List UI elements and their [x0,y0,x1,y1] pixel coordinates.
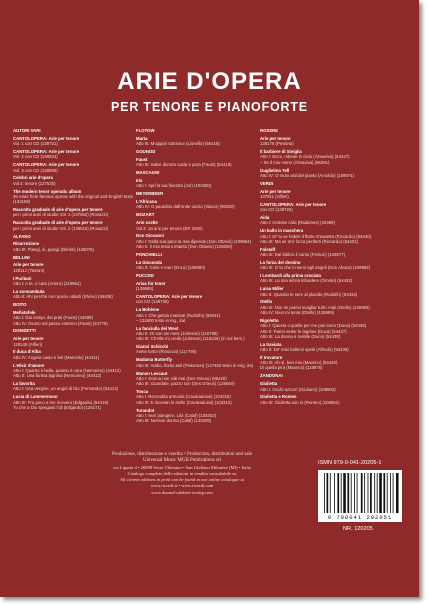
entry-detail: Atto II: Quando le sere al placido (Rodolfo) (54434) [260,291,358,297]
entry-detail: Atto I: Una vergine, un angel di Dio (Fernando) (54413) [13,386,119,392]
entry-heading: Don Giovanni [136,233,164,239]
entry-detail: (139585) [136,286,154,292]
entry-heading: Arias for tenor [136,280,166,286]
catalogue-entry [136,170,256,175]
entry-heading: Arie scelte [136,220,158,226]
entry-detail: Atto I: Non piangere, Liù! (Calaf) (120202) Atto III: Nessun dorma (Calaf) (120205) [136,412,217,424]
barcode-bar [327,473,329,513]
catalogue-entry [136,128,256,133]
credits-line: Produzione, distribuzione e vendita • Production, distribution and sale [111,452,253,457]
entry-heading: Giulietta e Romeo [260,394,297,400]
entry-detail: Atto III: Dal labbro il canto (Fenton) (125877) [260,251,346,257]
catalogue-entry [136,307,256,323]
credits-line: Catalogo completo delle edizioni in vendita consultabile su [127,470,237,476]
entry-detail: Atto I: Celeste Aida (Radames) (42489) [260,220,335,226]
catalogue-entry [136,252,256,257]
entry-detail: Atto I: Dalla sua pace la mia dipende (Don Ottavio) (109664) Atto II: Il mio tesoro intanto (Don Ottavio) (126000) [136,238,252,249]
entry-heading: PUCCINI [136,272,154,278]
entry-heading: CANTOLOPERA: Arie per tenore [13,162,80,168]
catalogue-entry [136,220,256,231]
catalogue-entry [260,373,400,378]
entry-detail: Atto I: Recondita armonia (Cavaradossi) (103315) Atto III: E lucevan le stelle (Cavaradossi) (103315) [136,394,232,405]
catalogue-entry [260,355,400,371]
catalogue-entry [136,260,256,271]
entry-heading: BOITO [13,302,27,308]
catalogue-entry [13,207,133,218]
entry-heading: I Lombardi alla prima crociata [260,273,321,279]
entry-heading: CANTOLOPERA: Arie per tenore [13,149,80,155]
entry-detail: Atto III: M'appari tutt'amor (Lionello) (55418) [136,141,220,147]
entry-heading: La favorita [13,381,35,387]
catalogue-entry [13,241,133,252]
entry-detail: Atto III: O tu che in seno agli angeli (Don Alvaro) (109982) [260,265,371,271]
entry-detail: 137811 (Alfieri) [260,193,289,199]
catalogue-entry [260,181,400,186]
catalogue-entry [13,349,133,360]
entry-heading: GOUNOD [136,149,156,155]
entry-detail: Atto I: Di' tu se fedele il flutto m'aspetta (Riccardo) (54430) Atto III: Ma se m'è forza perderti (Riccardo) (54431) [260,233,372,244]
catalogue-entry [260,381,400,392]
entry-detail: Atto II: Or son sei mesi (Johnson) (115789) Atto III: Ch'ella mi creda (Johnson) (115226) (in sol bem.) [136,331,245,342]
entry-heading: Falstaff [260,246,276,252]
entry-heading: PONCHIELLI [136,251,163,257]
catalogue-entry [260,136,400,147]
barcode [318,470,402,514]
entry-heading: FLOTOW [136,128,155,133]
entry-heading: Marta [136,135,148,141]
entry-heading: The modern tenor operatic album [13,188,82,194]
entry-detail: Atto IV: O muto asil del pianto (Arnoldo) (109974) [260,172,354,178]
catalogue-entry [260,189,400,200]
entry-detail: Avete torto! (Rinuccio) (117790) [136,349,197,355]
barcode-bar [374,473,375,513]
catalogue-entry [136,233,256,249]
entry-heading: Raccolta graduale di arie d'opera per tenore [13,207,103,213]
catalogue-entry [136,212,256,217]
website-link[interactable]: www.ricordi.it • www.ricordi.com [150,483,214,489]
catalogue-entry [13,310,133,326]
entry-detail: Vol. 3 con CD (138905) [13,167,58,173]
entry-heading: Luisa Miller [260,286,284,292]
catalogue-entry [136,136,256,147]
entry-heading: Arie per tenore [260,188,291,194]
catalogue-entry [260,228,400,244]
catalogue-column-2 [136,128,256,426]
catalogue-entry [136,326,256,342]
entry-heading: Madama Butterfly [136,357,173,363]
entry-heading: Rigoletto [260,317,279,323]
entry-heading: Lucia di Lammermoor [13,394,58,400]
entry-heading: Gianni Schicchi [136,344,169,350]
catalogue-entry [13,255,133,260]
entry-detail: Atto I: A te, o cara (Arturo) (119964) [13,280,81,286]
catalogue-entry [13,328,133,333]
barcode-digits: 9 790041 202051 [318,514,402,522]
catalogue-entry [260,318,400,339]
catalogue-entry [260,149,400,165]
catalogue-entry [13,234,133,239]
entry-heading: L'elisir d'amore [13,362,45,368]
catalogue-entry [136,149,256,154]
entry-detail: Vol.4: tenore (127535) [13,180,56,186]
barcode-bar [390,473,391,513]
catalogue-entry [260,286,400,297]
barcode-bar [334,473,335,513]
entry-heading: La Bohème [136,307,160,313]
catalogue-entry [13,276,133,287]
entry-heading: CANTOLOPERA: Arie per tenore [136,294,203,300]
entry-heading: La forza del destino [260,259,301,265]
entry-detail: per i primi anni di studio Vol. 1 (137652) (Rovazzi) [13,212,109,218]
entry-detail: Atto III: Salve dimora casta e pura (Faust) (54419) [136,162,232,168]
entry-heading: ALFANO [13,233,31,239]
entry-heading: CANTOLOPERA: Arie per tenore [260,201,327,207]
barcode-bar [387,473,388,513]
entry-detail: Atto I: Donna non vidi mai (Des Grieux) (96428) Atto III: Guardate, pazzo son (Des Grieux) (125560) [136,375,235,387]
entry-heading: La traviata [260,341,282,347]
entry-detail: Vol. 1 con CD (138731) [13,141,58,147]
catalogue-entry [260,299,400,315]
catalogue-column-3 [260,128,400,408]
catalogue-entry [136,408,256,424]
entry-detail: Atto I: Che gelida manina! (Rodolfo) (96041) – 132900 testo in ing., ital. [136,312,221,323]
barcode-bar [393,473,394,513]
entry-heading: Il trovatore [260,354,283,360]
barcode-bar [347,473,349,513]
entry-heading: Manon Lescaut [136,370,168,376]
barcode-bar [377,473,378,513]
barcode-bar [357,473,358,513]
catalogue-entry [13,162,133,173]
credits-line: Universal Music MGB Publications srl [142,458,222,464]
entry-heading: Tosca [136,389,149,395]
entry-detail: Vol.3: 18 arie per tenore (ER 2290) [136,225,203,231]
barcode-bar [337,473,339,513]
entry-heading: Risurrezione [13,241,40,247]
catalogue-entry [136,357,256,368]
barcode-bar [383,473,385,513]
catalogue-entry [260,247,400,258]
page-title: ARIE D'OPERA [117,68,302,95]
entry-heading: Arie per tenore [13,336,44,342]
barcode-bar [361,473,363,513]
entry-detail: Atto III: Giulietta son io (Romeo) (106861) [260,399,340,405]
entry-detail: Atto I: Questa o quella per me pari sono (Duca) (54436) Atto II: Parmi veder le lagrime (Duca) (54437) Atto III: La donna è mobile (Duca) (54438) [260,323,367,339]
entry-heading: Il barbiere di Siviglia [260,149,302,155]
entry-detail: Atto II: Ah! perchè non posso odiarti (Elvino) (56408) [13,294,113,300]
catalogue-column-1 [13,128,133,413]
credits-line: via Liguria 4 • 20098 Sesto Ulteriano • San Giuliano Milanese (MI) • Italia [113,464,251,470]
barcode-bar [343,473,346,513]
catalogue-entry [136,199,256,210]
catalogue-entry [260,168,400,179]
entry-heading: L'Africana [136,199,157,205]
entry-detail: Atto II: De' miei bollenti spiriti (Alfredo) (54439) [260,347,349,352]
entry-detail: Atto I: Occhi azzurri (Giuliano) (109804) [260,386,336,392]
catalogue-entry [260,202,400,213]
entry-heading: Mefistofele [13,309,36,315]
entry-detail: Atto I: Ecco, ridente in cielo (Almaviva) (54427) – Se il mio nome (Almaviva) (96281) [260,154,350,165]
catalogue-entry [136,178,256,189]
page-subtitle: PER TENORE E PIANOFORTE [111,100,308,114]
entry-detail: Atto I: Apri la tua finestra (Jor) (102300) [136,183,212,189]
entry-heading: Arie per tenore [260,135,291,141]
catalogue-entry [260,342,400,353]
entry-heading: BELLINI [13,254,30,260]
entry-heading: Otello [260,299,273,305]
barcode-bar [370,473,372,513]
barcode-bar [351,473,352,513]
barcode-bar [364,473,365,513]
publisher-credits [50,452,314,496]
entry-heading: MOZART [136,212,155,218]
catalogue-entry [136,281,256,292]
catalogue-entry [13,136,133,147]
catalogue-number: NR. 120205 [343,526,373,532]
entry-heading: VERDI [260,180,274,186]
catalogue-entry [13,175,133,186]
entry-detail: 35 Arias from famous operas with the original and English texts (133159) [13,193,135,205]
entry-heading: La Gioconda [136,259,163,265]
entry-detail: Atto I: Dai campi, dai prati (Faust) (44698) Atto IV: Giunto sul passo estremo (Faust) (44776) [13,315,108,326]
catalogue-entry [260,273,400,284]
entry-heading: Giulietta [260,381,278,387]
catalogue-entry [136,371,256,387]
entry-detail: Atto III: Addio, fiorito asil (Pinkerton) (127453 testo in eng, ita) [136,362,254,368]
publisher-footer [0,448,419,597]
entry-heading: ROSSINI [260,128,278,133]
catalogue-entry [136,344,256,355]
website-link[interactable]: www.durand-salabert-eschig.com [151,489,213,495]
entry-detail: Atto III: La mia letizia infondere (Oronte) (54432) [260,278,353,284]
entry-detail: Atto II: Cielo e mar! (Enzo) (109980) [136,265,206,271]
catalogue-entry [260,394,400,405]
barcode-bar [396,473,399,513]
credits-line: All current editions in print can be found in our online catalogue at [119,477,245,483]
entry-heading: MEYERBEER [136,191,164,197]
entry-heading: DONIZETTI [13,328,36,334]
catalogue-entry [13,189,133,205]
entry-heading: CANTOLOPERA: Arie per tenore [13,135,80,141]
entry-heading: Faust [136,156,148,162]
barcode-bar [341,473,342,513]
entry-heading: Il duca d'Alba [13,349,41,355]
entry-heading: I Puritani [13,275,32,281]
entry-detail: per i primi anni di studio Vol. 2 (138015) (Rovazzi) [13,225,109,231]
catalogue-entry [13,381,133,392]
catalogue-entry [13,262,133,273]
entry-heading: Guglielmo Tell [260,167,290,173]
entry-heading: Celebri arie d'opera [13,175,53,181]
entry-heading: Iris [136,178,143,184]
catalogue-entry [136,273,256,278]
catalogue-entry [13,363,133,379]
entry-detail: con CD (138726) [260,207,293,213]
barcode-bar [324,473,325,513]
entry-detail: Atto III: Fra poco a me ricovero (Edgardo) (54415) Tu che a Dio spiegasti l'ali (Edgardo) (126171) [13,399,109,410]
ismn-number: ISMN 979-0-041-20205-1 [318,460,382,466]
barcode-bar [379,473,382,513]
entry-detail: 128112 (Tassini) [13,267,45,273]
entry-detail: con CD (138739) [136,299,169,305]
catalogue-entry [136,294,256,305]
entry-detail: 138175 (Pessina) [260,141,294,147]
catalogue-entry [260,215,400,226]
catalogue-entry [13,149,133,160]
catalogue-entry [136,389,256,405]
entry-heading: Arie per tenore [13,262,44,268]
entry-heading: ZANDONAI [260,373,283,379]
barcode-bar [330,473,331,513]
catalogue-entry [260,128,400,133]
entry-detail: Atto III: Ah sì, ben mio (Manrico) (54440) Di quella pira (Manrico) (119975) [260,360,338,371]
entry-detail: Atto I: Quanto è bella, quanto è cara (Nemorino) (44412) Atto II: Una furtiva lagrima (Nemorino) (44412) [13,367,121,379]
entry-detail: Atto IV: Angelo casto e bel (Marcello) (44411) [13,354,100,360]
catalogue-entry [260,260,400,271]
entry-heading: AUTORI VARI [13,128,41,133]
entry-heading: Turandot [136,407,155,413]
entry-detail: Atto III: Dio! mi potevi scagliar tutti i mali (Otello) (125993) Atto IV: Niun mi tema (Otello) (125989) [260,304,370,316]
entry-heading: Aida [260,215,270,221]
entry-detail: Vol. 2 con CD (138824) [13,154,58,160]
entry-detail: Atto IV: O paradiso dall'onde uscito (Vasco) (96280) [136,204,235,210]
catalogue-entry [13,302,133,307]
entry-heading: La sonnambula [13,288,45,294]
catalogue-entry [13,394,133,410]
catalogue-entry [136,191,256,196]
entry-heading: La fanciulla del West [136,325,179,331]
entry-detail: 128149 (Alfieri) [13,341,43,347]
entry-heading: Un ballo in maschera [260,228,304,234]
catalogue-entry [13,128,133,133]
barcode-graphic [318,470,402,514]
entry-heading: MASCAGNI [136,170,160,176]
catalogue-entry [136,157,256,168]
barcode-bar [354,473,355,513]
catalogue-entry [13,220,133,231]
entry-detail: Atto III: Piangi, sì, piangi (Dimitri) (129076) [13,246,94,252]
catalogue-entry [13,289,133,300]
barcode-bar [368,473,369,513]
entry-heading: Raccolta graduale di arie d'opera per tenore [13,220,103,226]
catalogue-entry [13,336,133,347]
